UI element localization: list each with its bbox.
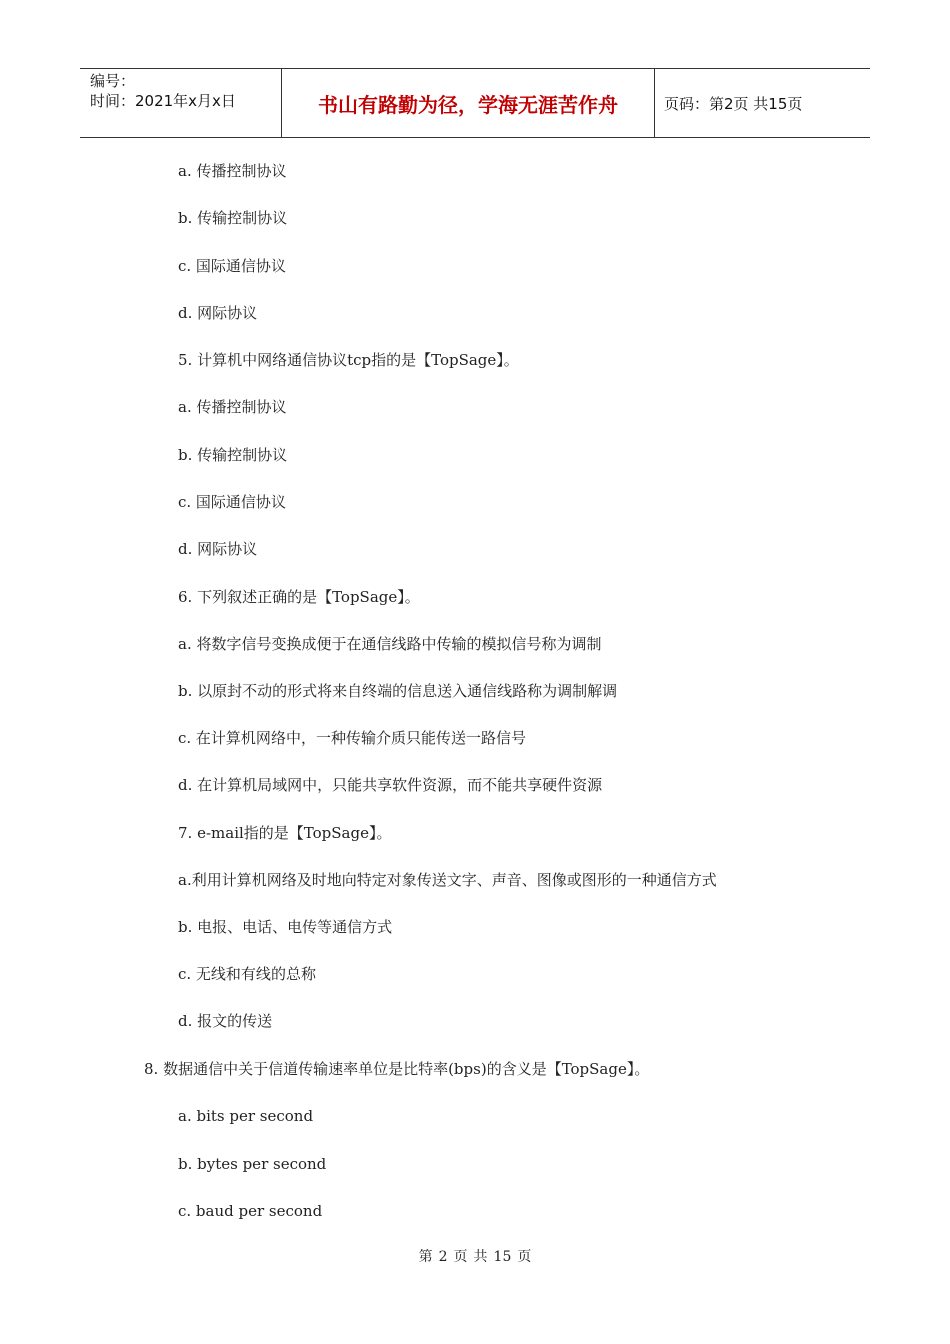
header-meta bbox=[90, 71, 280, 111]
line-option-b: b. 传输控制协议 bbox=[178, 446, 288, 464]
page-header bbox=[80, 68, 870, 138]
line-option-c: c. baud per second bbox=[178, 1202, 323, 1220]
line-option-d: d. 网际协议 bbox=[178, 540, 258, 558]
line-option-b: b. 传输控制协议 bbox=[178, 209, 288, 227]
line-option-a: a. bits per second bbox=[178, 1107, 314, 1125]
question-6: 6. 下列叙述正确的是【TopSage】。 bbox=[178, 588, 420, 606]
header-divider-right bbox=[654, 69, 655, 137]
footer-prefix: 第 bbox=[418, 1249, 433, 1265]
line-option-a: a. 传播控制协议 bbox=[178, 398, 287, 416]
header-page-label: 页码：第2页 共15页 bbox=[664, 94, 803, 113]
line-option-c: c. 在计算机网络中，一种传输介质只能传送一路信号 bbox=[178, 729, 526, 747]
question-7: 7. e-mail指的是【TopSage】。 bbox=[178, 824, 392, 842]
question-5: 5. 计算机中网络通信协议tcp指的是【TopSage】。 bbox=[178, 351, 519, 369]
line-option-d: d. 网际协议 bbox=[178, 304, 258, 322]
header-number-label: 编号： bbox=[90, 72, 136, 90]
line-option-c: c. 国际通信协议 bbox=[178, 493, 286, 511]
line-option-c: c. 国际通信协议 bbox=[178, 257, 286, 275]
page-footer bbox=[0, 1246, 950, 1266]
line-option-b: b. 电报、电话、电传等通信方式 bbox=[178, 918, 393, 936]
footer-page-number: 2 bbox=[438, 1249, 448, 1265]
footer-page-word: 页 bbox=[453, 1249, 468, 1265]
line-option-a: a. 传播控制协议 bbox=[178, 162, 287, 180]
header-time-label: 时间：2021年x月x日 bbox=[90, 92, 236, 110]
line-option-a: a. 将数字信号变换成便于在通信线路中传输的模拟信号称为调制 bbox=[178, 635, 602, 653]
line-option-b: b. bytes per second bbox=[178, 1155, 327, 1173]
footer-suffix: 页 bbox=[517, 1249, 532, 1265]
footer-total-pages: 15 bbox=[493, 1249, 512, 1265]
line-option-b: b. 以原封不动的形式将来自终端的信息送入通信线路称为调制解调 bbox=[178, 682, 618, 700]
question-8: 8. 数据通信中关于信道传输速率单位是比特率(bps)的含义是【TopSage】。 bbox=[144, 1060, 650, 1078]
header-motto: 书山有路勤为径，学海无涯苦作舟 bbox=[318, 92, 618, 117]
line-option-a: a.利用计算机网络及时地向特定对象传送文字、声音、图像或图形的一种通信方式 bbox=[178, 871, 717, 889]
line-option-c: c. 无线和有线的总称 bbox=[178, 965, 316, 983]
line-option-d: d. 报文的传送 bbox=[178, 1012, 273, 1030]
footer-total-word: 共 bbox=[473, 1249, 488, 1265]
line-option-d: d. 在计算机局域网中，只能共享软件资源，而不能共享硬件资源 bbox=[178, 776, 603, 794]
